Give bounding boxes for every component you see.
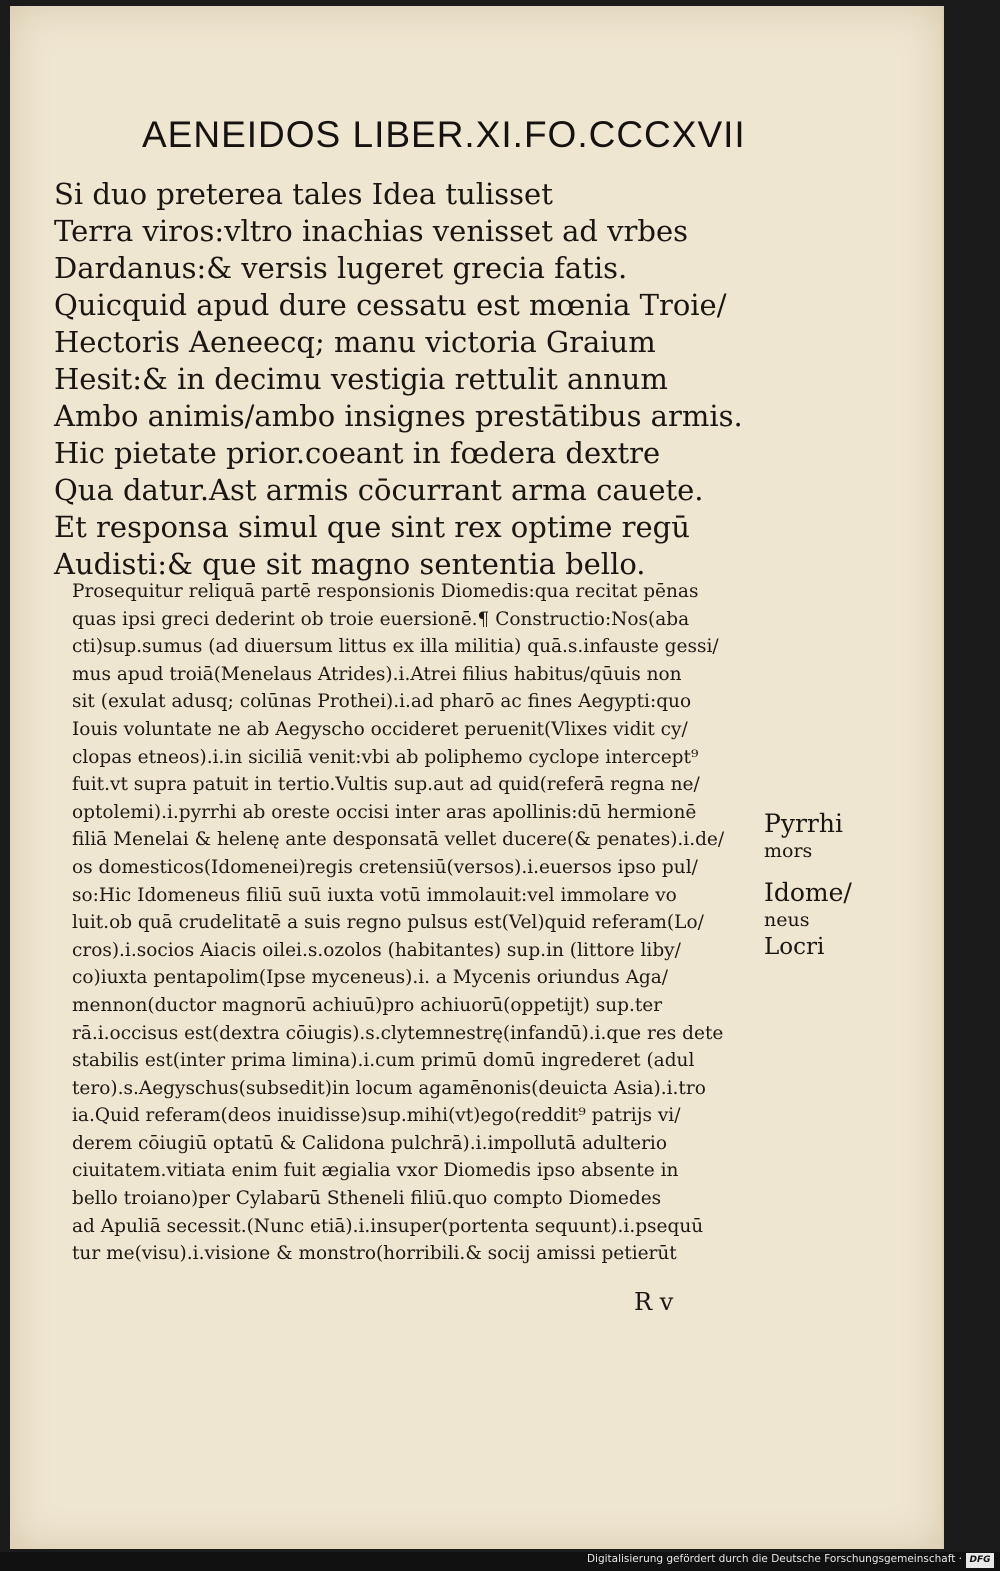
commentary-line: sit (exulat adusq; colūnas Prothei).i.ad pharō ac fines Aegypti:quo (72, 691, 692, 713)
commentary-line: cti)sup.sumus (ad diuersum littus ex illa militia) quā.s.infauste gessi/ (72, 636, 719, 658)
commentary-line: stabilis est(inter prima limina).i.cum primū domū ingrederet (adul (72, 1050, 695, 1072)
margin-note: Pyrrhi (764, 809, 843, 838)
commentary-line: ciuitatem.vitiata enim fuit ægialia vxor Diomedis ipso absente in (72, 1160, 679, 1182)
verse-line: Quicquid apud dure cessatu est mœnia Troie/ (54, 288, 727, 322)
verse-line: Terra viros:vltro inachias venisset ad vrbes (54, 214, 689, 248)
commentary-line: luit.ob quā crudelitatē a suis regno pulsus est(Vel)quid referam(Lo/ (72, 912, 704, 934)
dfg-logo-icon: DFG (966, 1553, 994, 1568)
margin-note: Idome/ (764, 878, 852, 907)
running-header: AENEIDOS LIBER.XI.FO.CCCXVII (142, 114, 746, 155)
commentary-line: fuit.vt supra patuit in tertio.Vultis sup.aut ad quid(referā regna ne/ (72, 774, 700, 796)
commentary-line: optolemi).i.pyrrhi ab oreste occisi inter aras apollinis:dū hermionē (72, 801, 697, 823)
verse-line: Ambo animis/ambo insignes prestātibus armis. (54, 399, 743, 433)
commentary-line: ia.Quid referam(deos inuidisse)sup.mihi(vt)ego(reddit⁹ patrijs vi/ (72, 1105, 681, 1127)
verse-line: Et responsa simul que sint rex optime regū (54, 510, 690, 544)
commentary-line: mennon(ductor magnorū achiuū)pro achiuorū(oppetijt) sup.ter (72, 994, 663, 1016)
verse-line: Qua datur.Ast armis cōcurrant arma cauete. (54, 473, 704, 507)
verse-line: Dardanus:& versis lugeret grecia fatis. (54, 251, 628, 285)
commentary-line: clopas etneos).i.in siciliā venit:vbi ab poliphemo cyclope intercept⁹ (72, 746, 699, 768)
commentary-line: cros).i.socios Aiacis oilei.s.ozolos (habitantes) sup.in (littore liby/ (72, 939, 681, 961)
margin-note: Locri (764, 934, 825, 960)
funding-notice: Digitalisierung gefördert durch die Deutsche Forschungsgemeinschaft · (586, 1553, 962, 1565)
commentary-line: bello troiano)per Cylabarū Stheneli filiū.quo compto Diomedes (72, 1188, 662, 1210)
commentary-line: mus apud troiā(Menelaus Atrides).i.Atrei filius habitus/qūuis non (72, 663, 682, 685)
commentary-line: filiā Menelai & helenę ante desponsatā vellet ducere(& penates).i.de/ (72, 829, 725, 851)
book-page (10, 6, 944, 1549)
commentary-line: rā.i.occisus est(dextra cōiugis).s.clytemnestrę(infandū).i.que res dete (72, 1022, 724, 1044)
verse-block (54, 176, 774, 583)
commentary-line: derem cōiugiū optatū & Calidona pulchrā).i.impollutā adulterio (72, 1132, 667, 1154)
verse-line: Hesit:& in decimu vestigia rettulit annum (54, 362, 668, 396)
commentary-line: co)iuxta pentapolim(Ipse myceneus).i. a Mycenis oriundus Aga/ (72, 967, 669, 989)
commentary-block (72, 578, 772, 1268)
commentary-line: Prosequitur reliquā partē responsionis Diomedis:qua recitat pēnas (72, 581, 699, 602)
verse-line: Si duo preterea tales Idea tulisset (54, 177, 553, 211)
verse-line: Hectoris Aeneecq; manu victoria Graium (54, 325, 656, 359)
commentary-line: tur me(visu).i.visione & monstro(horribili.& socij amissi petierūt (72, 1243, 677, 1265)
verse-line: Audisti:& que sit magno sententia bello. (54, 547, 646, 581)
margin-note: mors (764, 840, 813, 862)
commentary-line: tero).s.Aegyschus(subsedit)in locum agamēnonis(deuicta Asia).i.tro (72, 1077, 706, 1099)
margin-notes (764, 810, 864, 962)
commentary-line: Iouis voluntate ne ab Aegyscho occideret peruenit(Vlixes vidit cy/ (72, 718, 688, 740)
signature-mark: R v (634, 1288, 674, 1316)
commentary-line: so:Hic Idomeneus filiū suū iuxta votū immolauit:vel immolare vo (72, 884, 677, 906)
margin-note: neus (764, 909, 810, 931)
commentary-line: quas ipsi greci dederint ob troie euersionē.¶ Constructio:Nos(aba (72, 608, 690, 630)
verse-line: Hic pietate prior.coeant in fœdera dextre (54, 436, 661, 470)
commentary-line: os domesticos(Idomenei)regis cretensiū(versos).i.euersos ipso pul/ (72, 856, 698, 878)
commentary-line: ad Apuliā secessit.(Nunc etiā).i.insuper(portenta sequunt).i.psequū (72, 1215, 704, 1237)
